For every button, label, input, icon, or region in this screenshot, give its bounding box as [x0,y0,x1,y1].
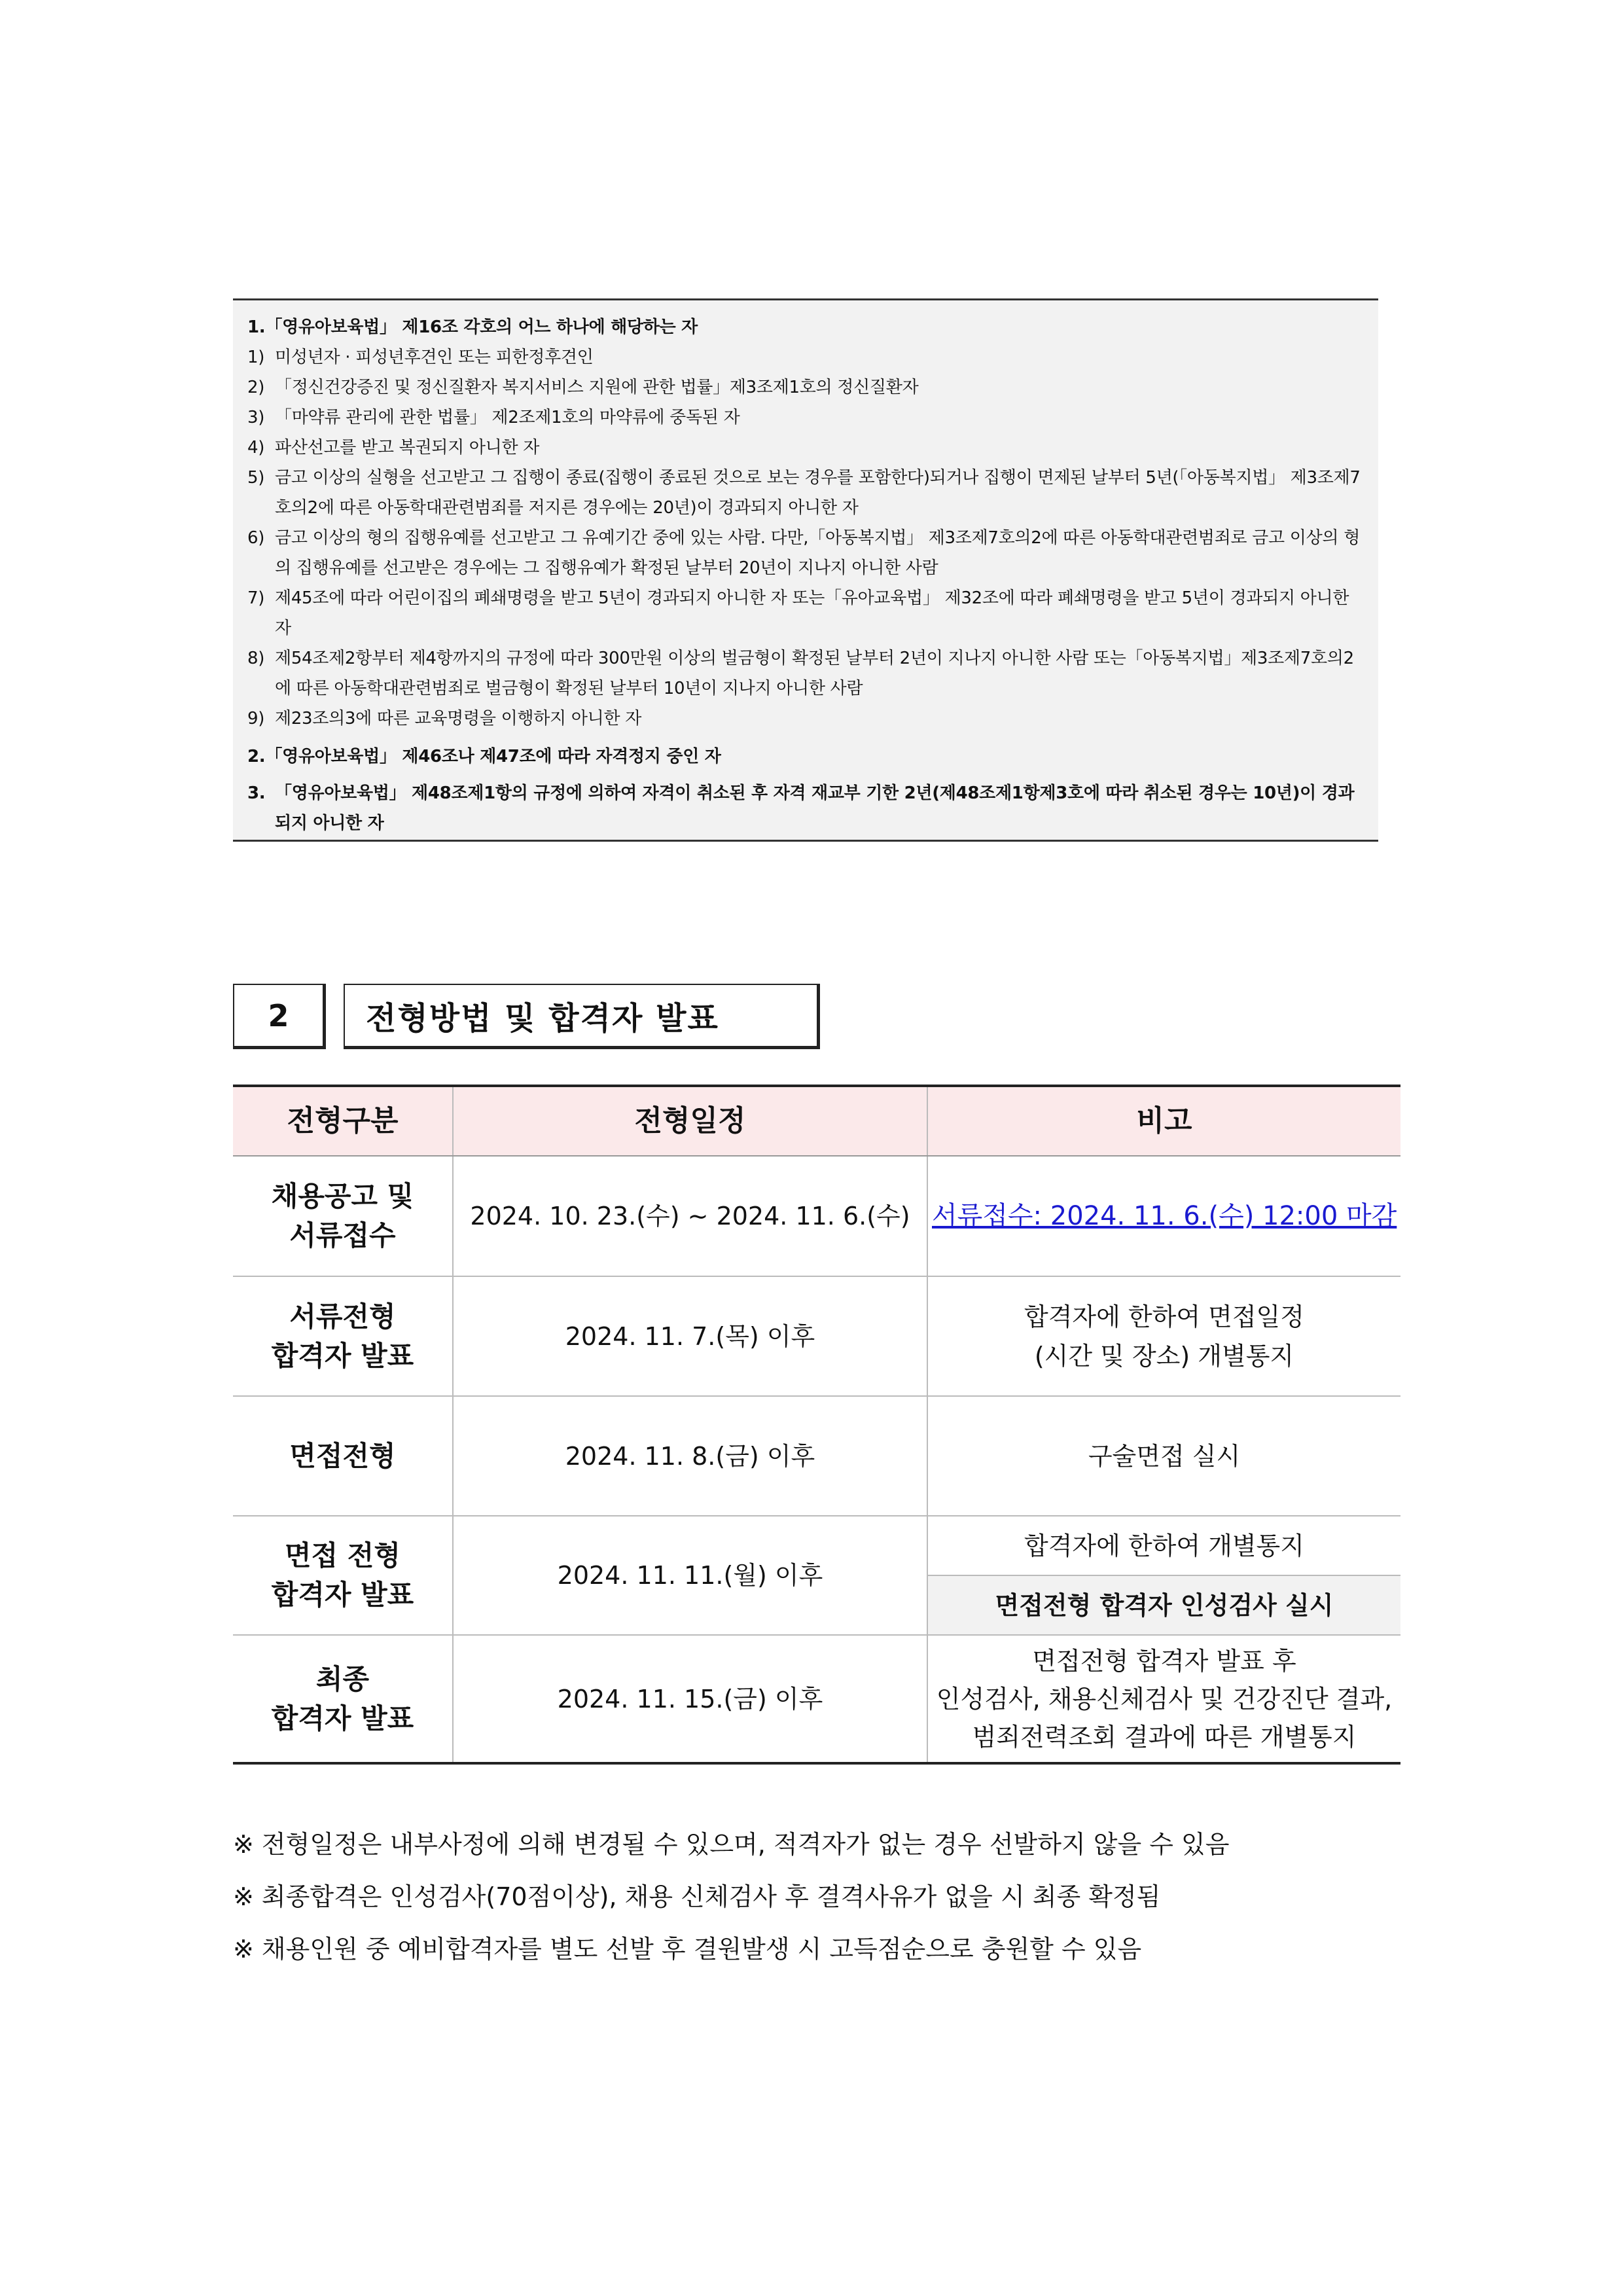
section-title: 전형방법 및 합격자 발표 [344,984,820,1049]
table-row [233,1396,1400,1516]
table-header-row [233,1086,1400,1156]
list-item: 2) 「정신건강증진 및 정신질환자 복지서비스 지원에 관한 법률」제3조제1호의 정신질환자 [247,378,919,397]
column-header-category: 전형구분 [233,1086,453,1156]
footnote: ※ 최종합격은 인성검사(70점이상), 채용 신체검사 후 결격사유가 없을 시 최종 확정됨 [233,1882,1161,1911]
schedule-table [233,1085,1400,1765]
notes-cell: 면접전형 합격자 발표 후 인성검사, 채용신체검사 및 건강진단 결과, 범죄전력조회 결과에 따른 개별통지 [927,1635,1400,1763]
schedule-cell: 2024. 11. 8.(금) 이후 [453,1396,927,1516]
footnotes [233,1826,1411,1983]
group-2-heading: 2.「영유아보육법」 제46조나 제47조에 따라 자격정지 중인 자 [247,747,721,766]
category-cell: 최종 합격자 발표 [233,1635,453,1763]
list-item: 3) 「마약류 관리에 관한 법률」 제2조제1호의 마약류에 중독된 자 [247,408,740,427]
category-cell: 서류전형 합격자 발표 [233,1276,453,1396]
table-row [233,1276,1400,1396]
list-item: 4) 파산선고를 받고 복권되지 아니한 자 [247,438,540,457]
schedule-cell: 2024. 11. 11.(월) 이후 [453,1516,927,1635]
list-item: 9) 제23조의3에 따른 교육명령을 이행하지 아니한 자 [247,709,642,728]
notes-cell-highlight: 면접전형 합격자 인성검사 실시 [927,1575,1400,1635]
column-header-schedule: 전형일정 [453,1086,927,1156]
notes-cell: 구술면접 실시 [927,1396,1400,1516]
section-number: 2 [233,984,326,1049]
list-item: 1) 미성년자 · 피성년후견인 또는 피한정후견인 [247,348,594,367]
schedule-cell: 2024. 10. 23.(수) ~ 2024. 11. 6.(수) [453,1156,927,1276]
footnote: ※ 채용인원 중 예비합격자를 별도 선발 후 결원발생 시 고득점순으로 충원할 수 있음 [233,1935,1142,1964]
table-row [233,1156,1400,1276]
schedule-cell: 2024. 11. 7.(목) 이후 [453,1276,927,1396]
list-item: 6) 금고 이상의 형의 집행유예를 선고받고 그 유예기간 중에 있는 사람. 다만,「아동복지법」 제3조제7호의2에 따른 아동학대관련범죄로 금고 이상의 형의 집행유예를 선고받은 경우에는 그 집행유예가 확정된 날부터 20년이 지나지 아니한 사람 [247,528,1361,578]
group-3-heading: 3. 「영유아보육법」 제48조제1항의 규정에 의하여 자격이 취소된 후 자격 재교부 기한 2년(제48조제1항제3호에 따라 취소된 경우는 10년)이 경과되지 아니한 자 [247,783,1355,833]
notes-cell: 합격자에 한하여 개별통지 [927,1516,1400,1575]
list-item: 8) 제54조제2항부터 제4항까지의 규정에 따라 300만원 이상의 벌금형이 확정된 날부터 2년이 지나지 아니한 사람 또는「아동복지법」제3조제7호의2에 따른 아동학대관련범죄로 벌금형이 확정된 날부터 10년이 지나지 아니한 사람 [247,649,1354,698]
disqualification-box [233,298,1378,842]
category-cell: 채용공고 및 서류접수 [233,1156,453,1276]
table-row [233,1516,1400,1575]
table-row [233,1635,1400,1763]
category-cell: 면접 전형 합격자 발표 [233,1516,453,1635]
group-1-heading: 1.「영유아보육법」 제16조 각호의 어느 하나에 해당하는 자 [247,317,698,337]
notes-cell: 합격자에 한하여 면접일정 (시간 및 장소) 개별통지 [927,1276,1400,1396]
list-item: 5) 금고 이상의 실형을 선고받고 그 집행이 종료(집행이 종료된 것으로 보는 경우를 포함한다)되거나 집행이 면제된 날부터 5년(「아동복지법」 제3조제7호의2에 따른 아동학대관련범죄를 저지른 경우에는 20년)이 경과되지 아니한 자 [247,468,1361,518]
schedule-cell: 2024. 11. 15.(금) 이후 [453,1635,927,1763]
deadline-link[interactable]: 서류접수: 2024. 11. 6.(수) 12:00 마감 [927,1156,1400,1276]
footnote: ※ 전형일정은 내부사정에 의해 변경될 수 있으며, 적격자가 없는 경우 선발하지 않을 수 있음 [233,1830,1230,1859]
column-header-notes: 비고 [927,1086,1400,1156]
category-cell: 면접전형 [233,1396,453,1516]
list-item: 7) 제45조에 따라 어린이집의 폐쇄명령을 받고 5년이 경과되지 아니한 자 또는「유아교육법」 제32조에 따라 폐쇄명령을 받고 5년이 경과되지 아니한 자 [247,588,1349,638]
